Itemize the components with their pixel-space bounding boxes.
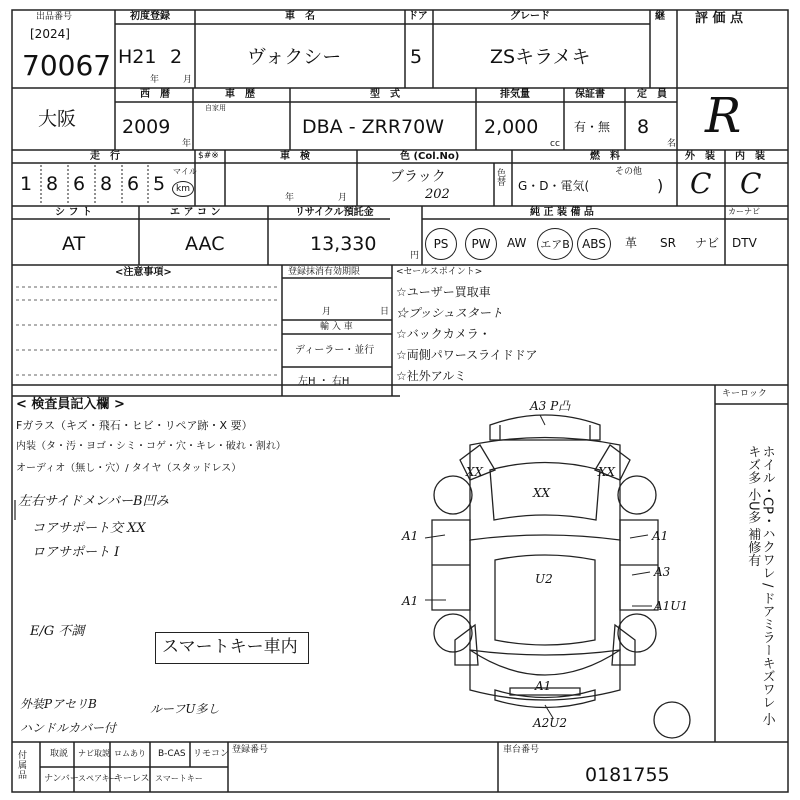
color-change-label: 色替: [497, 169, 507, 188]
equip-ps: PS: [425, 228, 457, 260]
mark-right-rear: A1U1: [654, 599, 689, 613]
first-reg-year-unit: 年: [150, 75, 160, 85]
mark-hood: XX: [533, 486, 551, 500]
color-code: 202: [425, 187, 450, 202]
mileage-unit-km: km: [172, 181, 194, 197]
mark-left-front: XX: [466, 465, 484, 479]
color-label: 色 (Col.No): [400, 151, 460, 162]
score: R: [705, 88, 742, 144]
side-vertical-note: ホイル・CP・ハクワレ / ドアミラーキズワレ 小キズ多 小U多 補修有: [745, 445, 775, 726]
listing-label: 出品番号: [36, 12, 73, 22]
sales-point-5: ☆社外アルミ: [396, 369, 467, 383]
sales-label: <セールスポイント>: [396, 267, 483, 277]
acc-plate: ナンバー: [44, 774, 79, 784]
year-unit: 年: [182, 139, 192, 149]
acc-bcas: B-CAS: [158, 749, 186, 759]
car-name-label: 車 名: [285, 11, 315, 22]
audio-line: オーディオ（無し・穴）/ タイヤ（スタッドレス）: [16, 463, 242, 474]
hand-note-1: 左右サイドメンバーB凹み: [18, 494, 169, 509]
mileage-digit-4: 8: [100, 173, 113, 195]
first-reg-label: 初度登録: [130, 11, 170, 22]
year-label: 西 暦: [140, 89, 170, 100]
first-reg-month-unit: 月: [183, 75, 193, 85]
mileage-digit-3: 6: [73, 173, 86, 195]
grade-label: グレード: [510, 11, 550, 22]
reg-number-label: 登録番号: [232, 745, 269, 755]
doors: 5: [410, 46, 423, 68]
displacement: 2,000: [484, 116, 539, 138]
smart-key-note: スマートキー車内: [162, 637, 298, 657]
recycle-unit: 円: [410, 251, 420, 261]
keylock-label: キーロック: [722, 389, 767, 399]
recycle-label: リサイクル預託金: [295, 207, 374, 218]
equipment-label: 純 正 装 備 品: [530, 207, 594, 218]
hand-note-5: 外装PアセリB: [20, 697, 97, 711]
lot-number: 70067: [22, 49, 112, 82]
mark-right-slide: A3: [654, 565, 671, 579]
chassis-label: 車台番号: [503, 745, 540, 755]
mileage-label: 走 行: [90, 151, 120, 162]
exterior-label: 外 装: [685, 151, 715, 162]
mileage-digit-5: 6: [127, 173, 140, 195]
sales-point-3: ☆バックカメラ・: [396, 327, 491, 341]
history-note: 自家用: [205, 104, 226, 112]
sales-point-4: ☆両側パワースライドドア: [396, 348, 538, 362]
inspection-label: 車 検: [280, 151, 310, 162]
mark-rear-bumper: A2U2: [533, 716, 568, 730]
fuel-close: ): [657, 176, 664, 195]
warranty-label: 保証書: [575, 89, 605, 100]
reg-day-unit: 日: [380, 307, 390, 317]
model-label: 型 式: [370, 89, 400, 100]
hand-note-2: コアサポート交 XX: [32, 521, 146, 536]
ac-label: エ ア コ ン: [170, 207, 221, 218]
fuel-options: G・D・電気(: [518, 179, 590, 193]
history-label: 車 歴: [225, 89, 255, 100]
inspector-title: < 検査員記入欄 >: [16, 397, 125, 412]
carsensor-label: カーナビ: [728, 207, 760, 216]
caution-label: <注意事項>: [115, 267, 172, 278]
interior-line: 内装（タ・汚・ヨゴ・シミ・コゲ・穴・キレ・破れ・割れ）: [16, 441, 286, 452]
interior: C: [740, 167, 762, 200]
mark-rear-gate: A1: [535, 679, 552, 693]
first-reg-era: H21: [118, 46, 157, 68]
equip-abs: ABS: [577, 228, 611, 260]
interior-label: 内 装: [735, 151, 765, 162]
import-label: 輸 入 車: [320, 322, 353, 332]
year: 2009: [122, 116, 171, 138]
car-diagram: [432, 415, 690, 738]
fglass-line: Fガラス（キズ・飛石・ヒビ・リペア跡・X 要）: [16, 419, 253, 432]
hand-note-6: ルーフU多し: [150, 702, 220, 716]
warranty: 有・無: [574, 120, 611, 134]
acc-navi-manual: ナビ取説: [78, 749, 110, 758]
mileage-digit-1: 1: [20, 173, 33, 195]
capacity: 8: [637, 116, 650, 138]
mark-front: A3 P凸: [530, 399, 571, 413]
exterior: C: [690, 167, 712, 200]
car-name: ヴォクシー: [247, 46, 342, 68]
region: 大阪: [38, 108, 77, 130]
capacity-unit: 名: [667, 139, 677, 149]
cat-label: 継: [655, 11, 675, 22]
import-dealer: ディーラー・並行: [295, 345, 375, 356]
equip-dtv: DTV: [732, 236, 757, 250]
acc-smart-key: スマートキー: [155, 774, 203, 783]
hand-note-4: E/G 不調: [30, 624, 85, 639]
mileage-unit-mile: マイル: [173, 167, 197, 176]
ac: AAC: [185, 233, 225, 255]
equip-aw: AW: [507, 236, 527, 250]
model: DBA - ZRR70W: [302, 116, 444, 138]
inspection-year-unit: 年: [285, 193, 295, 203]
first-reg-month: 2: [170, 46, 183, 68]
mileage-digit-6: 5: [153, 173, 166, 195]
mark-right-front: XX: [598, 465, 616, 479]
grade: ZSキラメキ: [490, 46, 591, 68]
import-handle: 左H ・ 右H: [298, 376, 350, 387]
equip-leather: 革: [625, 236, 638, 250]
acc-keyless: キーレス: [114, 774, 150, 784]
reg-month-unit: 月: [322, 307, 332, 317]
score-label: 評 価 点: [695, 11, 744, 26]
mileage-flag-label: $#※: [198, 151, 219, 161]
equip-pw: PW: [465, 228, 497, 260]
door-label: ドア: [408, 11, 428, 22]
shift: AT: [62, 233, 86, 255]
sales-point-2: ☆プッシュスタート: [396, 306, 503, 320]
mark-left-door: A1: [402, 529, 419, 543]
mark-left-rear-door: A1: [402, 594, 419, 608]
inspection-month-unit: 月: [338, 193, 348, 203]
acc-spare-key: スペアキー: [78, 774, 118, 783]
mileage-digit-2: 8: [46, 173, 59, 195]
acc-rom: ロムあり: [114, 749, 146, 758]
color: ブラック: [390, 169, 446, 185]
accessory-label: 付属品: [18, 751, 28, 781]
mark-right-door: A1: [652, 529, 669, 543]
cc-unit: cc: [550, 139, 560, 149]
reg-expiry-label: 登録抹消有効期限: [288, 267, 361, 277]
recycle: 13,330: [310, 233, 377, 255]
sales-point-1: ☆ユーザー買取車: [396, 285, 491, 299]
smart-key-box: [155, 632, 309, 664]
hand-note-7: ハンドルカバー付: [20, 721, 117, 735]
shift-label: シ フ ト: [55, 207, 92, 218]
acc-remote: リモコン: [193, 749, 230, 759]
hand-note-3: ロアサポート I: [32, 545, 120, 560]
displacement-label: 排気量: [500, 89, 530, 100]
acc-manual: 取説: [50, 749, 69, 759]
equip-airbag: エアB: [537, 228, 573, 260]
fuel-label: 燃 料: [590, 151, 620, 162]
mark-roof: U2: [535, 572, 553, 586]
year-tag: [2024]: [30, 27, 70, 41]
equip-sr: SR: [660, 236, 676, 250]
equip-navi: ナビ: [695, 236, 720, 250]
chassis-number: 0181755: [585, 764, 670, 786]
capacity-label: 定 員: [637, 89, 667, 100]
fuel-other-label: その他: [615, 167, 643, 177]
